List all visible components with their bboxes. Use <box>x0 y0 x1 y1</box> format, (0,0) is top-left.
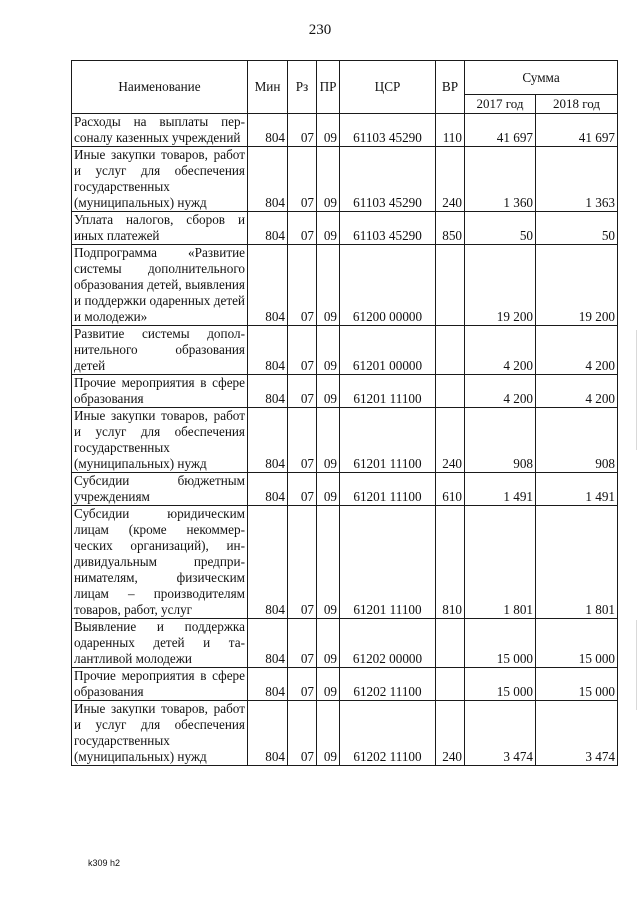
cell-vr <box>436 245 465 326</box>
cell-y2018: 15 000 <box>536 668 618 701</box>
cell-y2017: 41 697 <box>465 114 536 147</box>
scan-edge-mark <box>636 620 637 710</box>
cell-csr: 61200 00000 <box>340 245 436 326</box>
cell-min: 804 <box>248 701 288 766</box>
cell-name: Выявление и поддержка одаренных детей и талантливой молодежи <box>72 619 248 668</box>
cell-pr: 09 <box>317 619 340 668</box>
cell-y2018: 50 <box>536 212 618 245</box>
cell-y2018: 3 474 <box>536 701 618 766</box>
cell-y2018: 1 363 <box>536 147 618 212</box>
cell-min: 804 <box>248 245 288 326</box>
table-row <box>72 408 618 473</box>
cell-csr: 61103 45290 <box>340 212 436 245</box>
cell-csr: 61201 11100 <box>340 473 436 506</box>
cell-vr: 110 <box>436 114 465 147</box>
cell-csr: 61201 11100 <box>340 408 436 473</box>
cell-rz: 07 <box>288 375 317 408</box>
cell-name: Иные закупки товаров, работ и услуг для обеспечения государственных (муниципальных) нужд <box>72 408 248 473</box>
cell-name: Уплата налогов, сборов и иных платежей <box>72 212 248 245</box>
cell-y2018: 41 697 <box>536 114 618 147</box>
cell-y2018: 1 491 <box>536 473 618 506</box>
cell-name: Расходы на выплаты персоналу казенных учреждений <box>72 114 248 147</box>
cell-csr: 61202 11100 <box>340 701 436 766</box>
cell-min: 804 <box>248 668 288 701</box>
table-row <box>72 701 618 766</box>
cell-rz: 07 <box>288 473 317 506</box>
cell-csr: 61201 11100 <box>340 375 436 408</box>
table-row <box>72 147 618 212</box>
cell-name: Иные закупки товаров, работ и услуг для обеспечения государственных (муниципальных) нужд <box>72 701 248 766</box>
cell-y2018: 15 000 <box>536 619 618 668</box>
cell-min: 804 <box>248 326 288 375</box>
cell-y2018: 19 200 <box>536 245 618 326</box>
cell-y2017: 1 360 <box>465 147 536 212</box>
cell-vr: 240 <box>436 147 465 212</box>
cell-pr: 09 <box>317 375 340 408</box>
header-name: Наименование <box>72 61 248 114</box>
cell-pr: 09 <box>317 245 340 326</box>
header-pr: ПР <box>317 61 340 114</box>
cell-pr: 09 <box>317 473 340 506</box>
cell-min: 804 <box>248 212 288 245</box>
cell-pr: 09 <box>317 668 340 701</box>
cell-rz: 07 <box>288 326 317 375</box>
cell-csr: 61103 45290 <box>340 147 436 212</box>
cell-pr: 09 <box>317 506 340 619</box>
cell-pr: 09 <box>317 701 340 766</box>
cell-vr <box>436 375 465 408</box>
cell-y2017: 4 200 <box>465 375 536 408</box>
header-year-2018: 2018 год <box>536 95 618 114</box>
cell-y2018: 908 <box>536 408 618 473</box>
cell-min: 804 <box>248 147 288 212</box>
table-row <box>72 506 618 619</box>
cell-pr: 09 <box>317 326 340 375</box>
table-row <box>72 375 618 408</box>
cell-min: 804 <box>248 375 288 408</box>
cell-y2017: 15 000 <box>465 619 536 668</box>
header-vr: ВР <box>436 61 465 114</box>
cell-vr <box>436 326 465 375</box>
table-row <box>72 326 618 375</box>
table-row <box>72 245 618 326</box>
cell-name: Прочие мероприятия в сфере образования <box>72 668 248 701</box>
cell-y2017: 19 200 <box>465 245 536 326</box>
cell-name: Прочие мероприятия в сфере образования <box>72 375 248 408</box>
cell-y2017: 3 474 <box>465 701 536 766</box>
cell-csr: 61103 45290 <box>340 114 436 147</box>
cell-pr: 09 <box>317 408 340 473</box>
cell-csr: 61202 00000 <box>340 619 436 668</box>
cell-name: Субсидии бюджетным учреждениям <box>72 473 248 506</box>
cell-y2017: 1 801 <box>465 506 536 619</box>
cell-rz: 07 <box>288 245 317 326</box>
cell-min: 804 <box>248 473 288 506</box>
cell-y2017: 1 491 <box>465 473 536 506</box>
cell-pr: 09 <box>317 147 340 212</box>
cell-y2017: 15 000 <box>465 668 536 701</box>
cell-rz: 07 <box>288 408 317 473</box>
cell-vr <box>436 619 465 668</box>
cell-vr: 240 <box>436 701 465 766</box>
cell-y2018: 4 200 <box>536 326 618 375</box>
header-rz: Рз <box>288 61 317 114</box>
cell-vr <box>436 668 465 701</box>
cell-name: Развитие системы дополнительного образования детей <box>72 326 248 375</box>
cell-min: 804 <box>248 114 288 147</box>
header-year-2017: 2017 год <box>465 95 536 114</box>
header-csr: ЦСР <box>340 61 436 114</box>
cell-y2017: 908 <box>465 408 536 473</box>
budget-table <box>71 60 618 766</box>
cell-vr: 810 <box>436 506 465 619</box>
cell-vr: 240 <box>436 408 465 473</box>
cell-min: 804 <box>248 506 288 619</box>
cell-rz: 07 <box>288 701 317 766</box>
cell-rz: 07 <box>288 114 317 147</box>
cell-rz: 07 <box>288 668 317 701</box>
cell-name: Подпрограмма «Развитие системы дополнительного образования детей, выявления и поддержки одаренных детей и молодежи» <box>72 245 248 326</box>
cell-min: 804 <box>248 619 288 668</box>
cell-pr: 09 <box>317 114 340 147</box>
page-number: 230 <box>308 22 332 38</box>
cell-vr: 850 <box>436 212 465 245</box>
header-min: Мин <box>248 61 288 114</box>
cell-csr: 61201 11100 <box>340 506 436 619</box>
table-row <box>72 668 618 701</box>
footer-code: k309 h2 <box>88 858 121 868</box>
cell-rz: 07 <box>288 506 317 619</box>
cell-name: Субсидии юридическим лицам (кроме некоммерческих организаций), индивидуальным предпринимателям, физическим лицам – производителям товаров, работ, услуг <box>72 506 248 619</box>
cell-csr: 61201 00000 <box>340 326 436 375</box>
cell-y2018: 1 801 <box>536 506 618 619</box>
cell-y2017: 50 <box>465 212 536 245</box>
scan-edge-mark <box>636 330 637 450</box>
header-sum: Сумма <box>465 61 618 95</box>
cell-min: 804 <box>248 408 288 473</box>
cell-name: Иные закупки товаров, работ и услуг для обеспечения государственных (муниципальных) нужд <box>72 147 248 212</box>
cell-rz: 07 <box>288 147 317 212</box>
cell-y2018: 4 200 <box>536 375 618 408</box>
table-row <box>72 114 618 147</box>
table-header <box>72 61 618 114</box>
cell-y2017: 4 200 <box>465 326 536 375</box>
cell-pr: 09 <box>317 212 340 245</box>
cell-vr: 610 <box>436 473 465 506</box>
table-row <box>72 212 618 245</box>
cell-csr: 61202 11100 <box>340 668 436 701</box>
cell-rz: 07 <box>288 619 317 668</box>
cell-rz: 07 <box>288 212 317 245</box>
table-row <box>72 473 618 506</box>
table-row <box>72 619 618 668</box>
table-body <box>72 114 618 766</box>
